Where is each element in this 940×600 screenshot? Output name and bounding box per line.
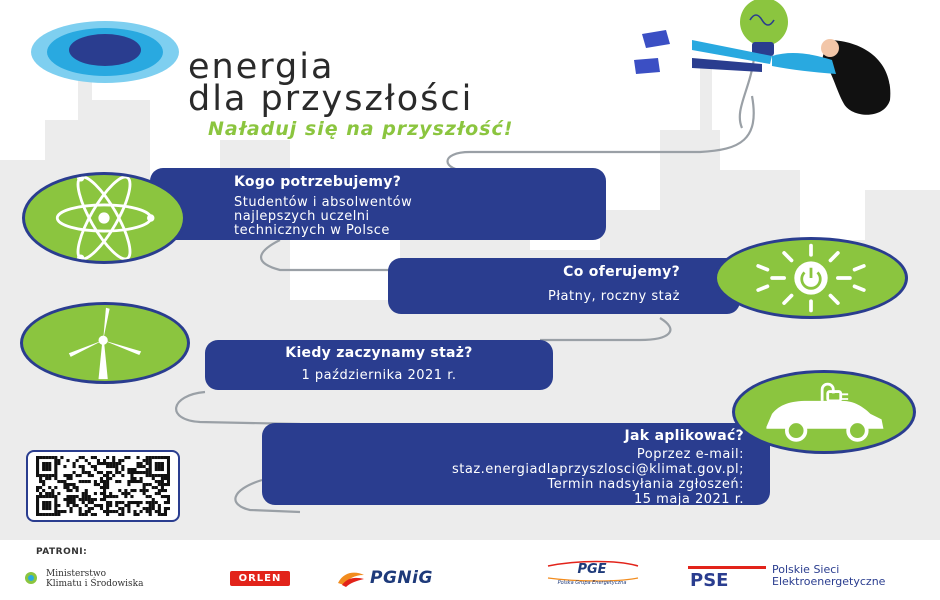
section-text-line: 1 października 2021 r. — [301, 368, 457, 383]
section-box-start — [205, 340, 553, 390]
pse-logo-icon — [688, 566, 766, 588]
title-line-1: energia — [188, 47, 335, 87]
pse-logo-text: PSE — [690, 570, 729, 588]
section-box-who — [150, 168, 606, 240]
section-box-offer — [388, 258, 740, 314]
woman-holding-lightbulb-icon — [622, 0, 904, 130]
section-heading: Jak aplikować? — [624, 428, 744, 444]
patrons-label: PATRONI: — [36, 547, 88, 557]
email-address-text: staz.energiadlaprzyszlosci@klimat.gov.pl; — [452, 462, 744, 477]
section-text-line: najlepszych uczelni — [234, 209, 370, 224]
pgnig-logo-text: PGNiG — [370, 568, 433, 588]
qr-code-icon[interactable] — [26, 450, 180, 522]
power-sun-icon — [714, 237, 908, 319]
section-text-line: Termin nadsyłania zgłoszeń: — [547, 477, 744, 492]
section-box-apply — [262, 423, 770, 505]
wind-turbine-icon — [20, 302, 190, 384]
sponsor-pge — [528, 560, 656, 592]
pge-subtitle: Polska Grupa Energetyczna — [557, 580, 627, 586]
sponsor-name-line: Elektroenergetyczne — [772, 575, 886, 588]
section-text-line: technicznych w Polsce — [234, 223, 390, 238]
section-text-line: Studentów i absolwentów — [234, 195, 413, 210]
energy-ring-logo — [30, 20, 180, 84]
pge-logo-text: PGE — [577, 562, 607, 577]
section-heading: Co oferujemy? — [563, 264, 680, 280]
sponsor-name-line: Ministerstwo — [46, 569, 106, 579]
section-heading: Kiedy zaczynamy staż? — [285, 345, 473, 361]
electric-car-icon — [732, 370, 916, 454]
title-line-2: dla przyszłości — [188, 79, 474, 119]
sponsor-pgnig — [336, 560, 496, 592]
section-heading: Kogo potrzebujemy? — [234, 174, 402, 190]
sponsor-name-line: Polskie Sieci — [772, 563, 840, 576]
orlen-logo: ORLEN — [230, 571, 290, 586]
sponsor-ministry-climate — [24, 560, 200, 592]
slogan: Naładuj się na przyszłość! — [208, 118, 514, 140]
sponsor-pse — [688, 560, 924, 592]
ministry-emblem-icon — [24, 571, 38, 585]
section-text-line: Płatny, roczny staż — [547, 289, 680, 304]
sponsor-name-line: Klimatu i Środowiska — [46, 579, 144, 589]
sponsor-orlen — [230, 560, 290, 592]
atom-icon — [22, 172, 186, 264]
pgnig-flame-icon — [336, 569, 366, 587]
section-text-line: Poprzez e-mail: — [636, 447, 744, 462]
section-text-line: 15 maja 2021 r. — [633, 492, 744, 507]
